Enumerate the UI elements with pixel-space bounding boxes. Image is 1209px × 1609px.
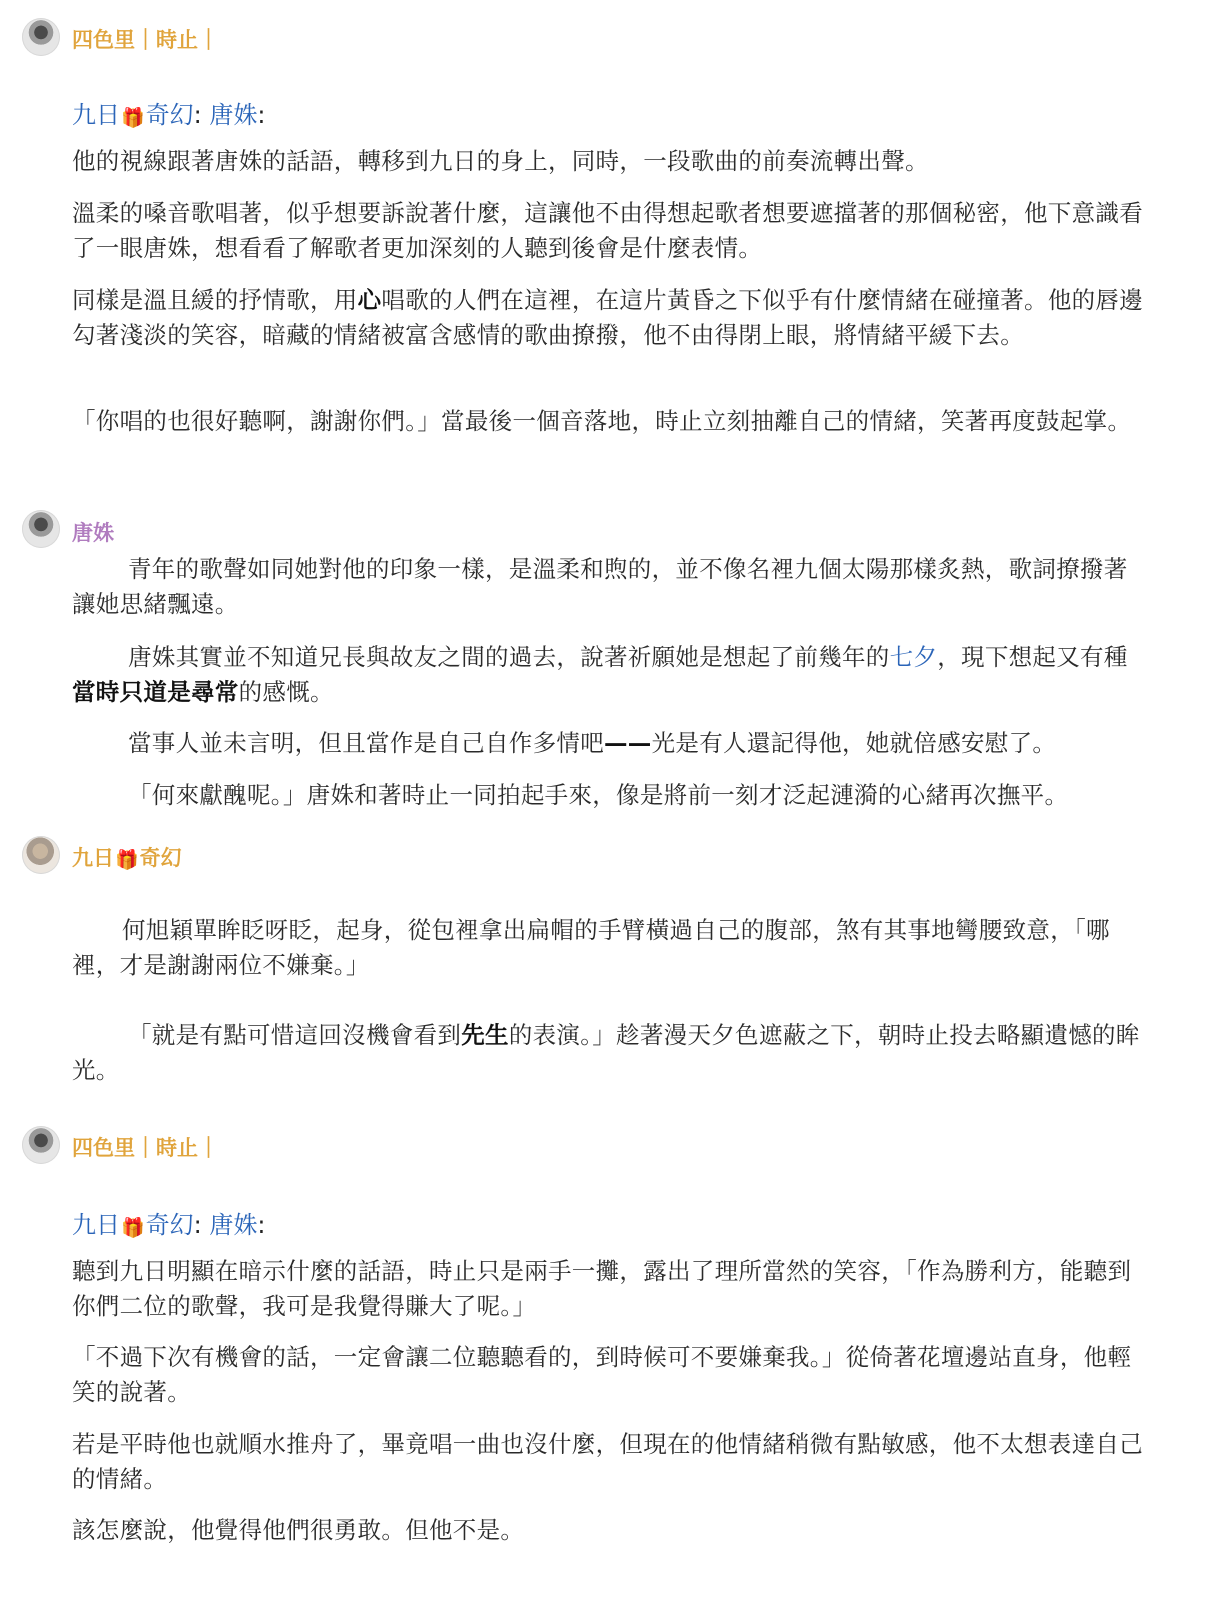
bold-text: 先生 <box>461 1021 509 1049</box>
author-name[interactable]: 九日🎁奇幻 <box>72 846 182 871</box>
paragraph: 唐姝其實並不知道兄長與故友之間的過去，說著祈願她是想起了前幾年的七夕，現下想起又有種當時只道是尋常的感慨。 <box>72 643 1128 706</box>
mention-link[interactable]: 唐姝 <box>209 101 258 129</box>
paragraph: 聽到九日明顯在暗示什麼的話語，時止只是兩手一攤，露出了理所當然的笑容，「作為勝利方，能聽到你們二位的歌聲，我可是我覺得賺大了呢。」 <box>72 1257 1132 1320</box>
hashtag-link[interactable]: 七夕 <box>889 643 938 671</box>
paragraph: 當事人並未言明，但且當作是自己自作多情吧——光是有人還記得他，她就倍感安慰了。 <box>128 729 1057 757</box>
dash: —— <box>604 729 652 757</box>
paragraph: 「就是有點可惜這回沒機會看到先生的表演。」趁著漫天夕色遮蔽之下，朝時止投去略顯遺憾的眸光。 <box>72 1021 1140 1084</box>
mention-line: 九日🎁奇幻: 唐姝: <box>72 1211 266 1239</box>
mention-link[interactable]: 九日 <box>72 1211 120 1239</box>
gift-icon: 🎁 <box>121 1217 145 1239</box>
paragraph: 若是平時他也就順水推舟了，畢竟唱一曲也沒什麼，但現在的他情緒稍微有點敏感，他不太想表達自己的情緒。 <box>72 1430 1143 1493</box>
paragraph: 溫柔的嗓音歌唱著，似乎想要訴說著什麼，這讓他不由得想起歌者想要遮擋著的那個秘密，他下意識看了一眼唐姝，想看看了解歌者更加深刻的人聽到後會是什麼表情。 <box>72 199 1143 262</box>
author-name[interactable]: 四色里｜時止｜ <box>72 28 219 52</box>
mention-link[interactable]: 九日 <box>72 101 120 129</box>
gift-icon: 🎁 <box>121 107 145 129</box>
gift-icon: 🎁 <box>115 849 139 871</box>
avatar[interactable] <box>22 836 60 874</box>
mention-link[interactable]: 唐姝 <box>209 1211 258 1239</box>
paragraph: 何旭穎單眸眨呀眨，起身，從包裡拿出扁帽的手臂橫過自己的腹部，煞有其事地彎腰致意，「哪裡，才是謝謝兩位不嫌棄。」 <box>72 916 1110 979</box>
avatar[interactable] <box>22 18 60 56</box>
author-name[interactable]: 四色里｜時止｜ <box>72 1136 219 1160</box>
bold-text: 當時只道是尋常 <box>72 678 239 706</box>
paragraph: 「何來獻醜呢。」唐姝和著時止一同拍起手來，像是將前一刻才泛起漣漪的心緒再次撫平。 <box>128 781 1069 809</box>
author-name[interactable]: 唐姝 <box>72 521 114 545</box>
mention-line: 九日🎁奇幻: 唐姝: <box>72 101 266 129</box>
paragraph: 該怎麼說，他覺得他們很勇敢。但他不是。 <box>72 1516 525 1544</box>
paragraph: 同樣是溫且緩的抒情歌，用心唱歌的人們在這裡，在這片黃昏之下似乎有什麼情緒在碰撞著。他的唇邊勾著淺淡的笑容，暗藏的情緒被富含感情的歌曲撩撥，他不由得閉上眼，將情緒平緩下去。 <box>72 286 1144 349</box>
mention-link[interactable]: 奇幻 <box>145 1211 194 1239</box>
mention-link[interactable]: 奇幻 <box>145 101 194 129</box>
bold-text: 心 <box>357 286 382 314</box>
paragraph: 「你唱的也很好聽啊，謝謝你們。」當最後一個音落地，時止立刻抽離自己的情緒，笑著再度鼓起掌。 <box>72 407 1132 435</box>
avatar[interactable] <box>22 1126 60 1164</box>
avatar[interactable] <box>22 510 60 548</box>
paragraph: 他的視線跟著唐姝的話語，轉移到九日的身上，同時，一段歌曲的前奏流轉出聲。 <box>72 147 929 175</box>
paragraph: 「不過下次有機會的話，一定會讓二位聽聽看的，到時候可不要嫌棄我。」從倚著花壇邊站直身，他輕笑的說著。 <box>72 1343 1132 1406</box>
paragraph: 青年的歌聲如同她對他的印象一樣，是溫柔和煦的，並不像名裡九個太陽那樣炙熱，歌詞撩撥著讓她思緒飄遠。 <box>72 555 1128 618</box>
